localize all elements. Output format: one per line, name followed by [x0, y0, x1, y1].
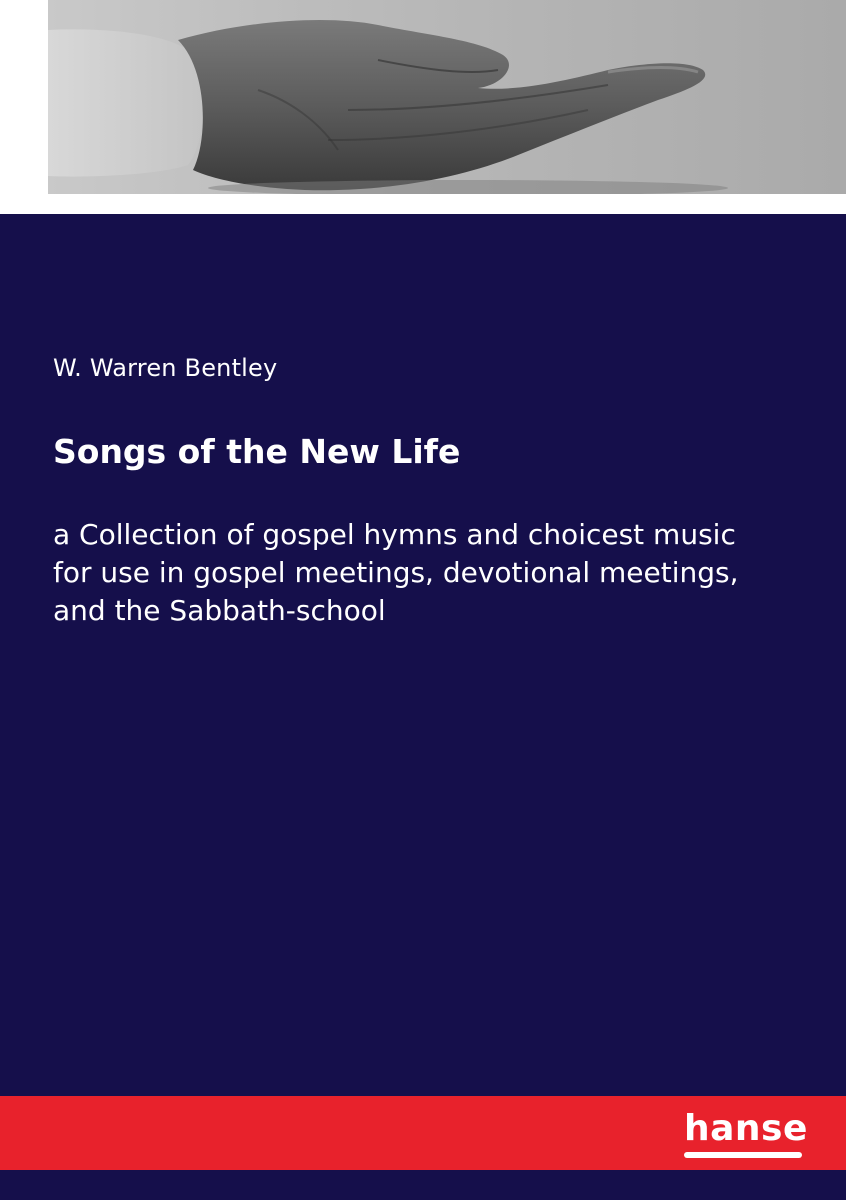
logo-underline — [684, 1152, 802, 1158]
cover-panel — [0, 214, 846, 1096]
subtitle-line: for use in gospel meetings, devotional meetings, — [53, 556, 739, 589]
subtitle-line: a Collection of gospel hymns and choicest music — [53, 518, 736, 551]
book-title: Songs of the New Life — [53, 432, 461, 471]
subtitle-line: and the Sabbath-school — [53, 594, 386, 627]
book-subtitle — [53, 516, 813, 630]
bottom-band — [0, 1170, 846, 1200]
author-name: W. Warren Bentley — [53, 354, 278, 382]
open-hand-photo-icon — [48, 0, 846, 194]
publisher-logo: hanse — [684, 1108, 808, 1149]
